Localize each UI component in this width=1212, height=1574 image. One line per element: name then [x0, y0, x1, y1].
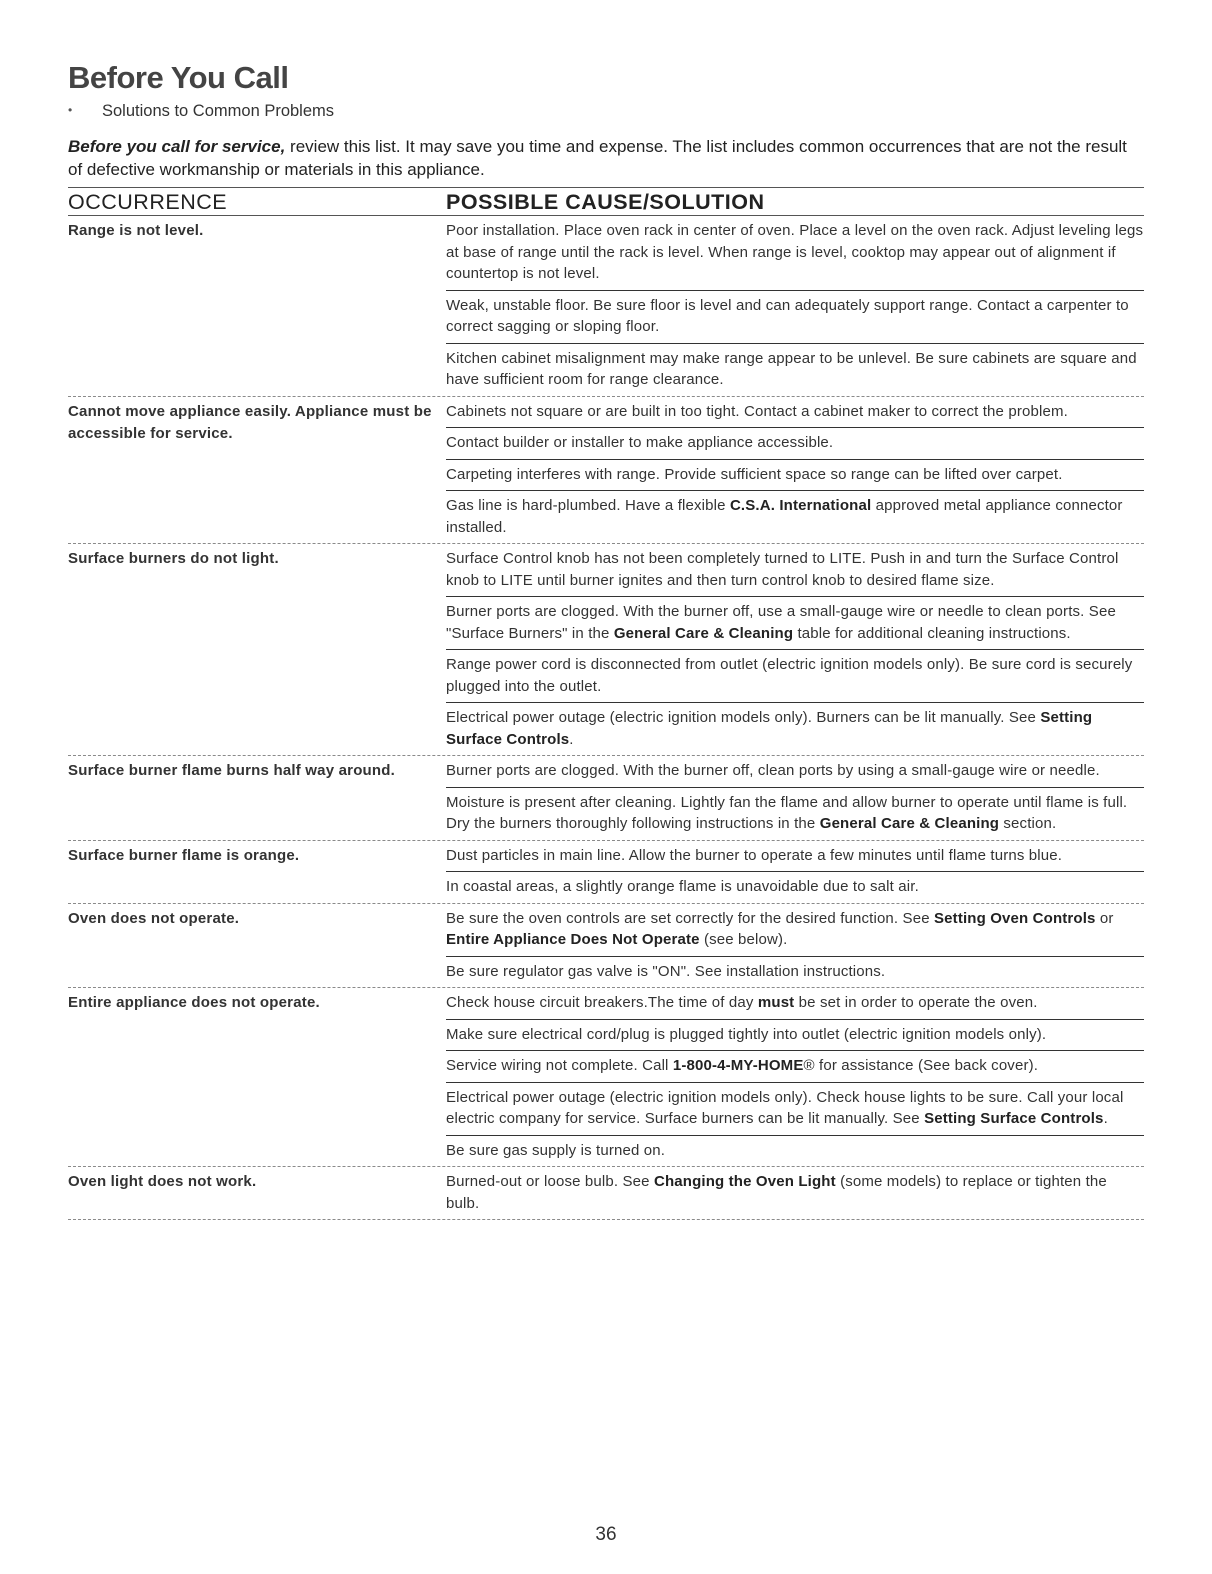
solution-item	[446, 1019, 1144, 1051]
solution-text: be set in order to operate the oven.	[794, 994, 1038, 1011]
solutions-cell	[446, 756, 1144, 840]
column-header-solution: POSSIBLE CAUSE/SOLUTION	[446, 190, 765, 214]
solution-item	[446, 841, 1144, 872]
solution-text: Gas line is hard-plumbed. Have a flexible	[446, 497, 730, 514]
occurrence-cell: Range is not level.	[68, 222, 204, 239]
solution-item	[446, 756, 1144, 787]
solution-item	[446, 1135, 1144, 1167]
solution-text: .	[569, 730, 574, 748]
solution-text: Be sure the oven controls are set correctly for the desired function. See	[446, 909, 935, 927]
solution-text: Weak, unstable floor. Be sure floor is level and can adequately support range. Contact a carpenter to correct sagging or sloping floor.	[446, 296, 1129, 335]
intro-lead: Before you call for service,	[68, 137, 286, 156]
solution-text: approved metal appliance connector installed.	[446, 497, 1123, 536]
solution-text: Poor installation. Place oven rack in center of oven. Place a level on the oven rack. Adjust leveling legs at base of range until the rack is level. When range is level, cooktop may appear out of alignment if countertop is not level.	[446, 222, 1144, 282]
solution-text: .	[1103, 1110, 1108, 1127]
solution-reference: must	[757, 994, 795, 1011]
solution-text: Carpeting interferes with range. Provide sufficient space so range can be lifted over carpet.	[446, 465, 1063, 483]
solution-item	[446, 787, 1144, 840]
table-header	[68, 187, 1144, 216]
manual-page	[68, 60, 1144, 1220]
troubleshooting-table	[68, 216, 1144, 1220]
page-title: Before You Call	[68, 60, 289, 95]
solution-reference: Setting Surface Controls	[446, 709, 1093, 748]
solution-reference: 1-800-4-MY-HOME	[672, 1057, 804, 1074]
solution-item	[446, 290, 1144, 343]
column-header-occurrence: OCCURRENCE	[68, 190, 228, 214]
solution-text: (some models) to replace or tighten the bulb.	[446, 1173, 1107, 1212]
solution-text: Burned-out or loose bulb. See	[446, 1173, 654, 1190]
solutions-cell	[446, 544, 1144, 755]
solution-text: table for additional cleaning instructions.	[793, 624, 1071, 642]
table-row	[68, 544, 1144, 756]
solution-item	[446, 459, 1144, 491]
solution-reference: General Care & Cleaning	[613, 624, 794, 642]
table-row	[68, 216, 1144, 397]
solution-item	[446, 216, 1144, 290]
solution-text: In coastal areas, a slightly orange flame is unavoidable due to salt air.	[446, 878, 919, 895]
solution-text: Cabinets not square or are built in too tight. Contact a cabinet maker to correct the problem.	[446, 402, 1068, 420]
solutions-cell	[446, 397, 1144, 544]
solution-item	[446, 343, 1144, 396]
solution-reference: C.S.A. International	[729, 497, 872, 514]
solution-text: Contact builder or installer to make appliance accessible.	[446, 434, 834, 451]
solution-text: ® for assistance (See back cover).	[803, 1057, 1039, 1074]
table-row	[68, 1167, 1144, 1220]
solution-text: Burner ports are clogged. With the burner off, clean ports by using a small-gauge wire or needle.	[446, 762, 1100, 779]
solution-text: Range power cord is disconnected from outlet (electric ignition models only). Be sure cord is securely plugged into the outlet.	[446, 656, 1133, 695]
solution-text: Kitchen cabinet misalignment may make range appear to be unlevel. Be sure cabinets are square and have sufficient room for range clearance.	[446, 349, 1137, 388]
intro-text: review this list. It may save you time and expense. The list includes common occurrences that are not the result of defective workmanship or materials in this appliance.	[68, 137, 1127, 179]
solution-item	[446, 649, 1144, 702]
table-row	[68, 397, 1144, 545]
table-row	[68, 904, 1144, 989]
solution-item	[446, 490, 1144, 543]
occurrence-cell: Cannot move appliance easily. Appliance must be accessible for service.	[68, 402, 432, 442]
occurrence-cell: Surface burner flame burns half way around.	[68, 762, 396, 779]
occurrence-cell: Surface burner flame is orange.	[68, 846, 300, 864]
solution-item	[446, 596, 1144, 649]
page-number: 36	[595, 1524, 617, 1545]
solution-text: Be sure regulator gas valve is "ON". See installation instructions.	[446, 962, 886, 980]
solution-item	[446, 397, 1144, 428]
table-row	[68, 756, 1144, 841]
solution-text: (see below).	[699, 931, 788, 948]
subtitle-text: Solutions to Common Problems	[102, 102, 335, 120]
solution-item	[446, 544, 1144, 596]
page-subtitle	[68, 102, 1144, 121]
solution-text: section.	[999, 815, 1057, 832]
solution-reference: Entire Appliance Does Not Operate	[446, 931, 700, 948]
occurrence-cell: Surface burners do not light.	[68, 550, 279, 567]
table-row	[68, 988, 1144, 1167]
solutions-cell	[446, 216, 1144, 396]
solution-text: Dust particles in main line. Allow the burner to operate a few minutes until flame turns blue.	[446, 846, 1063, 864]
solution-text: Surface Control knob has not been completely turned to LITE. Push in and turn the Surface Control knob to LITE until burner ignites and then turn control knob to desired flame size.	[446, 550, 1119, 589]
occurrence-cell: Oven light does not work.	[68, 1173, 257, 1190]
solution-item	[446, 1050, 1144, 1082]
occurrence-cell: Entire appliance does not operate.	[68, 994, 320, 1011]
solution-text: Moisture is present after cleaning. Lightly fan the flame and allow burner to operate until flame is full. Dry the burners thoroughly following instructions in the	[446, 793, 1128, 832]
occurrence-cell: Oven does not operate.	[68, 909, 240, 927]
solution-item	[446, 956, 1144, 988]
solution-item	[446, 988, 1144, 1019]
solution-reference: Setting Oven Controls	[934, 909, 1096, 927]
solution-text: Electrical power outage (electric ignition models only). Check house lights to be sure. Call your local electric company for service. Surface burners can be lit manually. See	[446, 1088, 1124, 1127]
table-row	[68, 841, 1144, 904]
solution-text: Service wiring not complete. Call	[446, 1057, 673, 1074]
solution-text: Be sure gas supply is turned on.	[446, 1141, 666, 1159]
solution-item	[446, 1167, 1144, 1219]
solution-item	[446, 1082, 1144, 1135]
solutions-cell	[446, 1167, 1144, 1219]
solution-reference: Setting Surface Controls	[924, 1110, 1104, 1127]
solution-item	[446, 702, 1144, 755]
solutions-cell	[446, 904, 1144, 988]
intro-paragraph	[68, 135, 1144, 181]
solutions-cell	[446, 988, 1144, 1166]
solution-text: Check house circuit breakers.The time of day	[446, 994, 758, 1011]
solution-item	[446, 904, 1144, 956]
solution-reference: General Care & Cleaning	[819, 815, 1000, 832]
solutions-cell	[446, 841, 1144, 903]
solution-text: Make sure electrical cord/plug is plugged tightly into outlet (electric ignition models only).	[446, 1025, 1047, 1043]
solution-text: or	[1095, 909, 1114, 927]
solution-text: Electrical power outage (electric ignition models only). Burners can be lit manually. See	[446, 709, 1041, 726]
solution-reference: Changing the Oven Light	[653, 1173, 836, 1190]
solution-item	[446, 427, 1144, 459]
solution-text: Burner ports are clogged. With the burner off, use a small-gauge wire or needle to clean ports. See "Surface Burners" in the	[446, 603, 1116, 642]
bullet-icon: •	[68, 103, 73, 117]
solution-item	[446, 871, 1144, 903]
